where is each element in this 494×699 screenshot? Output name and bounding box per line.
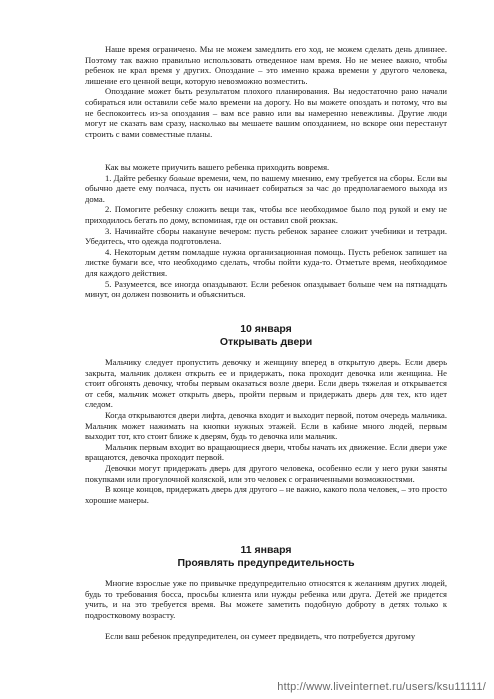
paragraph: В конце концов, придержать дверь для другого – не важно, какого пола человек, – это просто хорошие манеры. bbox=[85, 484, 447, 505]
section-consideration bbox=[85, 578, 447, 620]
section-time-paragraphs bbox=[85, 44, 447, 139]
section-consideration-continued bbox=[85, 631, 447, 642]
list-item-text: 1. Дайте ребенку bbox=[105, 172, 170, 183]
list-item: 5. Разумеется, все иногда опаздывают. Если ребенок опаздывает больше чем на пятнадцать минут, он должен позвонить и объясниться. bbox=[85, 278, 447, 300]
heading-january-11 bbox=[85, 544, 447, 570]
paragraph: Наше время ограничено. Мы не можем замедлить его ход, не можем сделать день длиннее. Поэтому так важно правильно использовать отведенное нам время. Но не менее важно, чтобы ребенок не крал время у других. Опоздание – это именно кража времени у другого человека, лишение его ценной вещи, которую невозможно возместить. bbox=[85, 44, 447, 86]
paragraph: Опоздание может быть результатом плохого планирования. Вы недостаточно рано начали собираться или оставили себе мало времени на дорогу. Но вы можете опоздать и потому, что вы не беспокоитесь из-за опоздания – вам все равно или вы намеренно невежливы. Другие люди могут не сказать вам сразу, насколько вы мешаете вашим опозданием, но вскоре они перестанут строить с вами совместные планы. bbox=[85, 86, 447, 139]
section-doors bbox=[85, 357, 447, 505]
paragraph: Многие взрослые уже по привычке предупредительно относятся к желаниям других людей, будь то требования босса, просьбы клиента или нужды ребенка или друга. Детей же придется учить, и на это требуется время. Вы можете заметить подобную доброту в детях только к подростковому возрасту. bbox=[85, 578, 447, 620]
paragraph: Когда открываются двери лифта, девочка входит и выходит первой, потом очередь мальчика. Мальчик может нажимать на кнопки нужных этажей. Если в кабине много людей, первым выходит тот, кто стоит ближе к дверям, будь то девочка или мальчик. bbox=[85, 409, 447, 442]
heading-title: Проявлять предупредительность bbox=[177, 557, 355, 569]
list-item-text: времени, чем, по вашему мнению, ему требуется на сборы. Если вы обычно даете ему полчаса, пусть он начинает собираться за час до предполагаемого выхода из дома. bbox=[85, 172, 447, 204]
heading-title: Открывать двери bbox=[219, 336, 313, 348]
list-item: 3. Начинайте сборы накануне вечером: пусть ребенок заранее сложит учебники и тетради. Убедитесь, что одежда подготовлена. bbox=[85, 225, 447, 247]
section-tips-list bbox=[85, 162, 447, 300]
list-intro: Как вы можете приучить вашего ребенка приходить вовремя. bbox=[105, 162, 330, 172]
list-item bbox=[85, 173, 447, 205]
paragraph: Мальчику следует пропустить девочку и женщину вперед в открытую дверь. Если дверь закрыта, мальчик должен открыть ее и придержать, пока проходит девочка или женщина. Не стоит обгонять девочку, чтобы первым оказаться возле двери. Если дверь тяжелая и открывается от себя, мальчик может открыть дверь, пройти первым и придержать дверь для тех, кто идет следом. bbox=[85, 357, 447, 410]
watermark-url: http://www.liveinternet.ru/users/ksu11111/ bbox=[277, 681, 486, 693]
paragraph: Мальчик первым входит во вращающиеся двери, чтобы начать их движение. Если двери уже вращаются, девочка проходит первой. bbox=[85, 441, 447, 463]
paragraph: Девочки могут придержать дверь для другого человека, особенно если у него руки заняты покупками или прогулочной коляской, или это человек с ограниченными возможностями. bbox=[85, 462, 447, 484]
heading-january-10 bbox=[85, 323, 447, 349]
paragraph: Если ваш ребенок предупредителен, он сумеет предвидеть, что потребуется другому bbox=[105, 631, 416, 641]
heading-date: 10 января bbox=[240, 323, 292, 335]
heading-date: 11 января bbox=[240, 544, 292, 556]
list-item: 2. Помогите ребенку сложить вещи так, чтобы все необходимое было под рукой и ему не приходилось бегать по дому, вспоминая, где он оставил свой рюкзак. bbox=[85, 204, 447, 225]
list-item: 4. Некоторым детям помладше нужна организационная помощь. Пусть ребенок запишет на листке бумаги все, что необходимо сделать, чтобы пойти куда-то. Отметьте время, необходимое для каждого действия. bbox=[85, 246, 447, 278]
list-item-emphasis: больше bbox=[169, 172, 196, 183]
